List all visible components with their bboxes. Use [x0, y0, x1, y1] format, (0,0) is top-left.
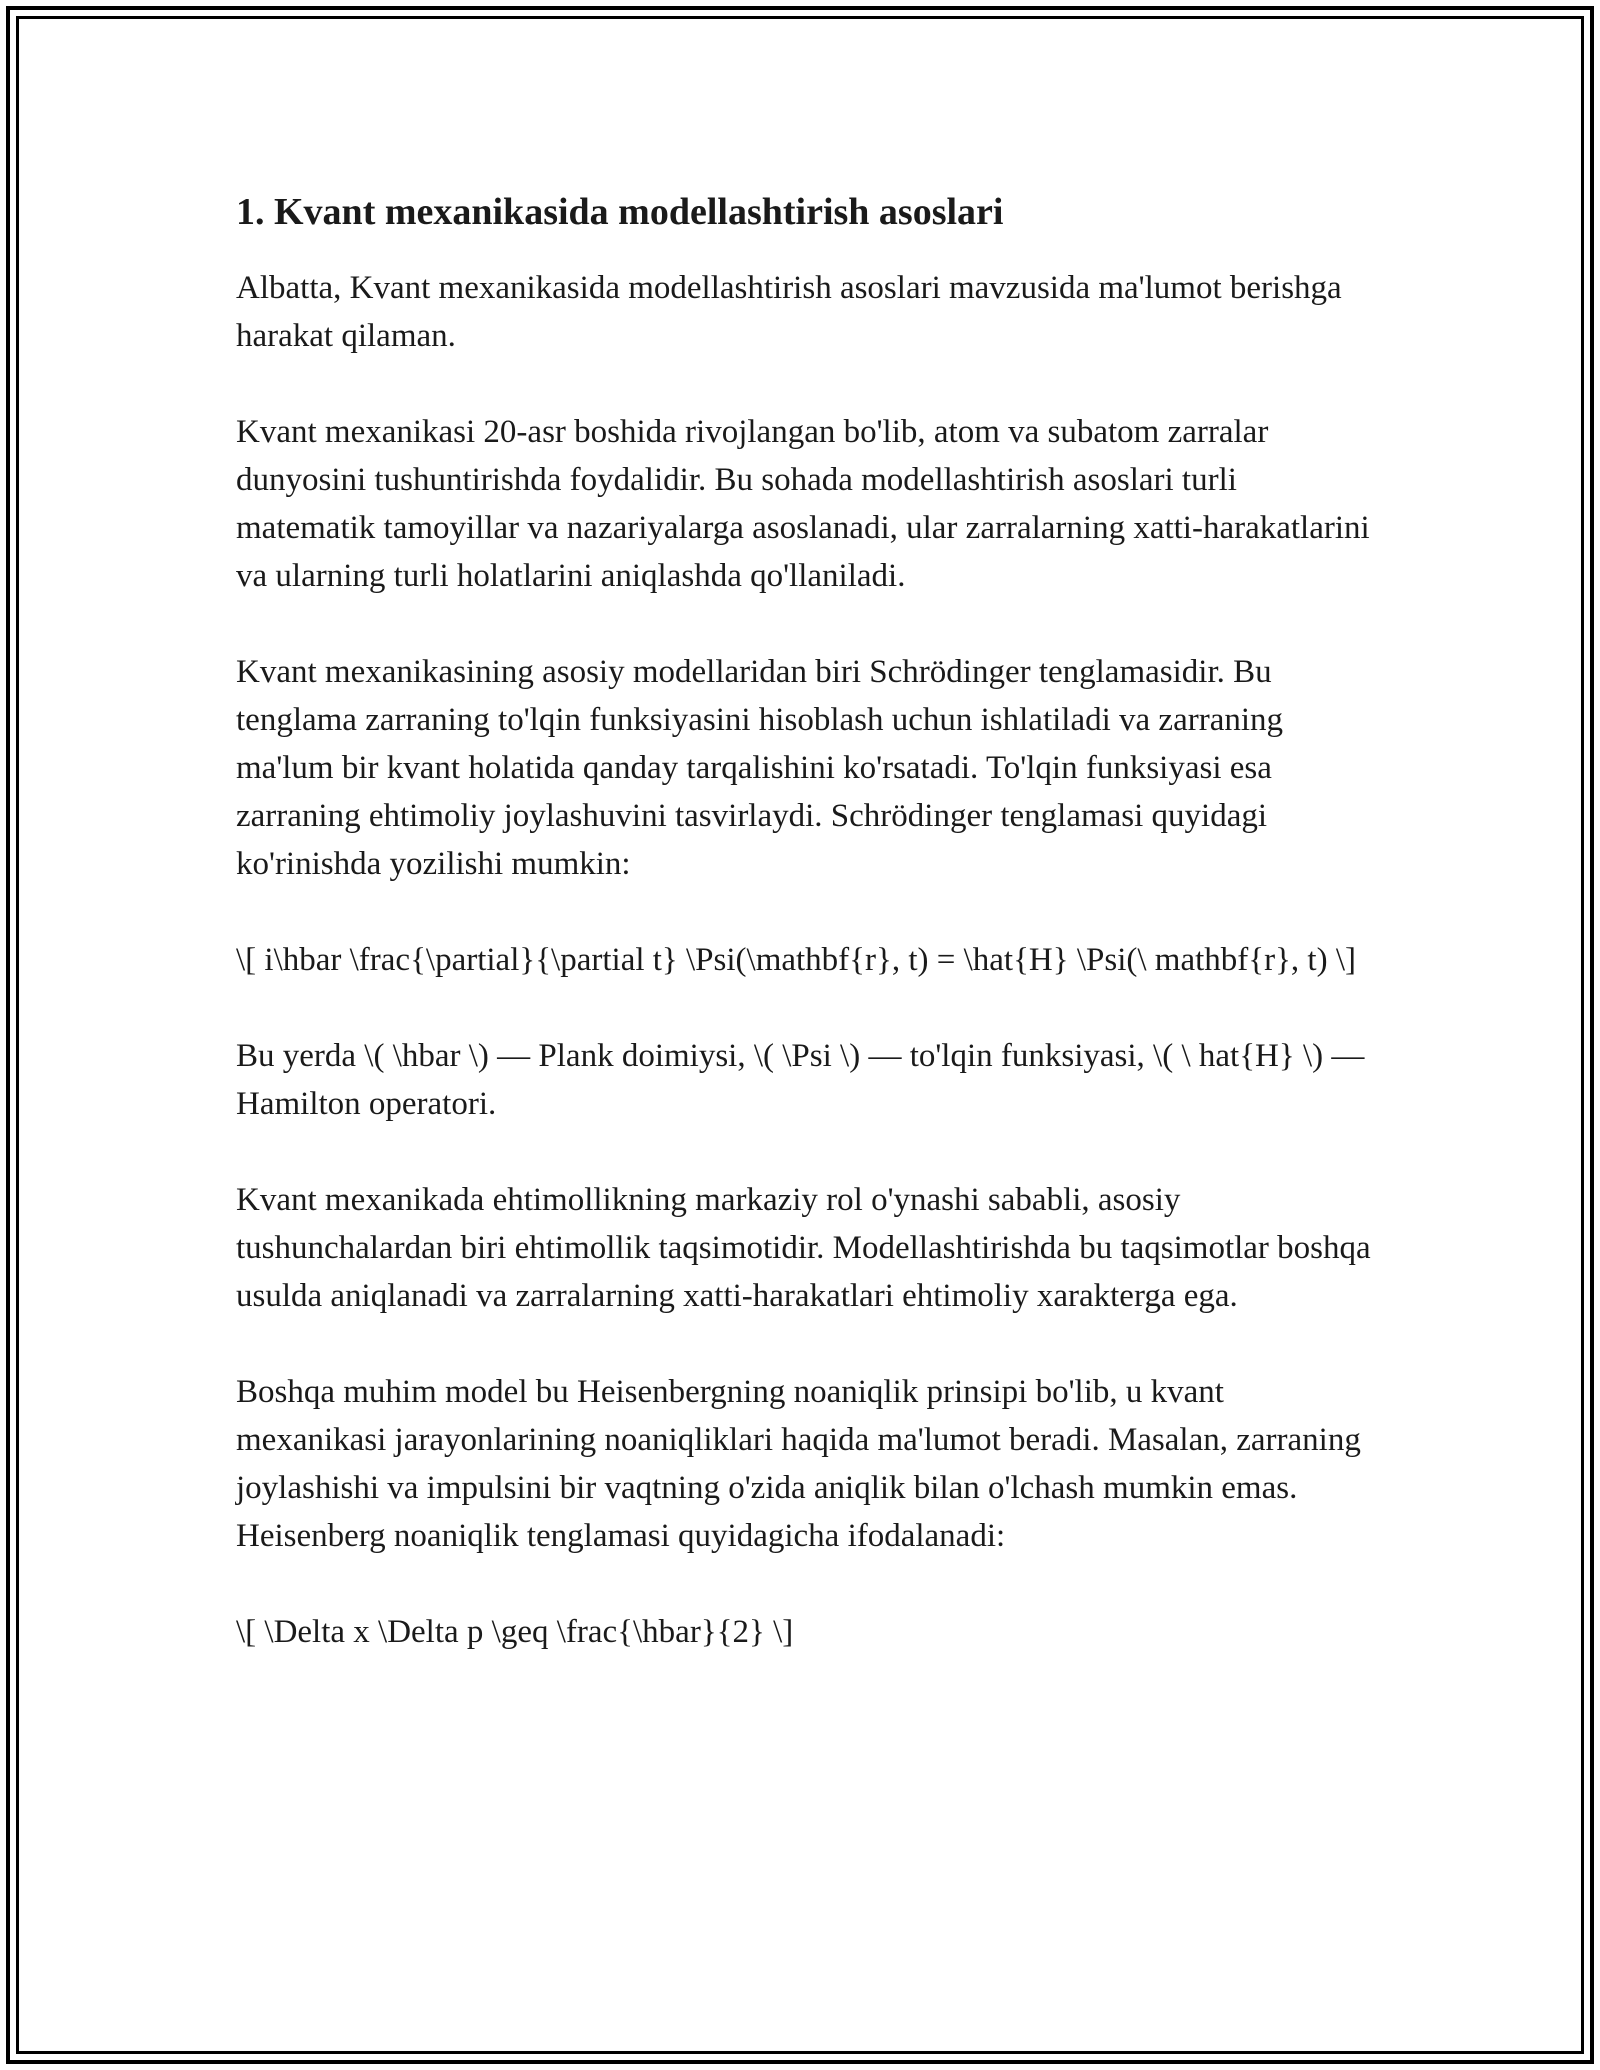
- paragraph-intro: Albatta, Kvant mexanikasida modellashtirish asoslari mavzusida ma'lumot berishga harakat qilaman.: [236, 270, 1342, 354]
- paragraph-symbols: Bu yerda \( \hbar \) — Plank doimiysi, \( \Psi \) — to'lqin funksiyasi, \( \ hat{H} \) — Hamilton operatori.: [236, 1038, 1365, 1122]
- equation-heisenberg: \[ \Delta x \Delta p \geq \frac{\hbar}{2} \]: [236, 1614, 794, 1650]
- equation-schrodinger: \[ i\hbar \frac{\partial}{\partial t} \Psi(\mathbf{r}, t) = \hat{H} \Psi(\ mathbf{r}, t) \]: [236, 942, 1357, 978]
- paragraph-heisenberg: Boshqa muhim model bu Heisenbergning noaniqlik prinsipi bo'lib, u kvant mexanikasi jarayonlarining noaniqliklari haqida ma'lumot beradi. Masalan, zarraning joylashishi va impulsini bir vaqtning o'zida aniqlik bilan o'lchash mumkin emas. Heisenberg noaniqlik tenglamasi quyidagicha ifodalanadi:: [236, 1374, 1361, 1554]
- paragraph-schrodinger: Kvant mexanikasining asosiy modellaridan biri Schrödinger tenglamasidir. Bu tenglama zarraning to'lqin funksiyasini hisoblash uchun ishlatiladi va zarraning ma'lum bir kvant holatida qanday tarqalishini ko'rsatadi. To'lqin funksiyasi esa zarraning ehtimoliy joylashuvini tasvirlaydi. Schrödinger tenglamasi quyidagi ko'rinishda yozilishi mumkin:: [236, 654, 1284, 882]
- document-body: [236, 186, 1376, 1704]
- paragraph-probability: Kvant mexanikada ehtimollikning markaziy rol o'ynashi sababli, asosiy tushunchalardan biri ehtimollik taqsimotidir. Modellashtirishda bu taqsimotlar boshqa usulda aniqlanadi va zarralarning xatti-harakatlari ehtimoliy xarakterga ega.: [236, 1182, 1371, 1314]
- paragraph-quantum-mechanics: Kvant mexanikasi 20-asr boshida rivojlangan bo'lib, atom va subatom zarralar dunyosini tushuntirishda foydalidir. Bu sohada modellashtirish asoslari turli matematik tamoyillar va nazariyalarga asoslanadi, ular zarralarning xatti-harakatlarini va ularning turli holatlarini aniqlashda qo'llaniladi.: [236, 414, 1370, 594]
- section-heading: 1. Kvant mexanikasida modellashtirish asoslari: [236, 191, 1004, 233]
